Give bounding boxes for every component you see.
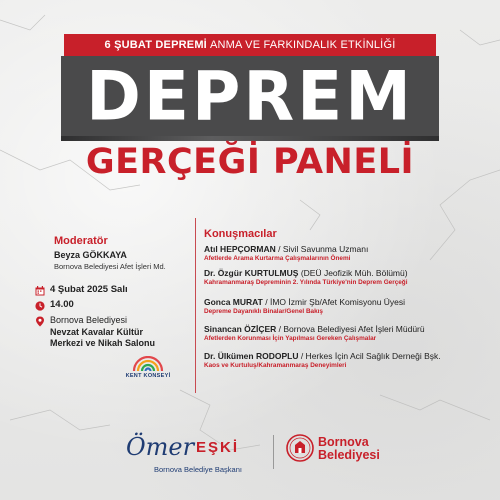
bornova-emblem-icon <box>285 431 315 467</box>
speaker-name: Atıl HEPÇORMAN <box>204 244 276 254</box>
moderator-heading: Moderatör <box>54 235 108 247</box>
event-time-row <box>34 299 74 311</box>
title-block <box>61 56 439 136</box>
speaker-item <box>204 297 484 315</box>
speaker-item <box>204 351 484 369</box>
bornova-line2: Belediyesi <box>318 448 380 462</box>
event-place-row <box>34 315 155 350</box>
event-date-row <box>34 284 128 296</box>
signature-last-name: EŞKİ <box>196 439 240 456</box>
speaker-role: / Sivil Savunma Uzmanı <box>275 244 369 254</box>
signature-first-name: Ömer <box>126 433 195 461</box>
speaker-name: Dr. Ülkümen RODOPLU <box>204 351 299 361</box>
event-date: 4 Şubat 2025 Salı <box>50 284 128 295</box>
speaker-role: / İMO İzmir Şb/Afet Komisyonu Üyesi <box>262 297 406 307</box>
banner-strong-text: 6 ŞUBAT DEPREMİ <box>104 39 207 51</box>
speaker-role: / Herkes İçin Acil Sağlık Derneği Bşk. <box>298 351 441 361</box>
subtitle: GERÇEĞİ PANELİ <box>85 142 415 182</box>
event-banner <box>64 34 436 56</box>
speaker-topic: Kaos ve Kurtuluş/Kahramanmaraş Deneyimleri <box>204 362 347 369</box>
speaker-name: Gonca MURAT <box>204 297 263 307</box>
moderator-role: Bornova Belediyesi Afet İşleri Md. <box>54 262 166 271</box>
speaker-item <box>204 324 484 342</box>
footer-divider <box>273 435 274 469</box>
speaker-name: Dr. Özgür KURTULMUŞ <box>204 268 299 278</box>
speaker-topic: Depreme Dayanıklı Binalar/Genel Bakış <box>204 308 323 315</box>
omer-eski-signature-logo <box>120 428 260 464</box>
speaker-item <box>204 268 484 286</box>
column-divider <box>195 218 196 393</box>
kent-konseyi-label: KENT KONSEYİ <box>125 373 171 379</box>
mayor-title: Bornova Belediye Başkanı <box>154 465 242 474</box>
speaker-topic: Afetlerden Korunması İçin Yapılması Gereken Çalışmalar <box>204 335 377 342</box>
speaker-topic: Kahramanmaraş Depreminin 2. Yılında Türkiye'nin Deprem Gerçeği <box>204 279 408 286</box>
location-pin-icon <box>34 316 45 327</box>
moderator-name: Beyza GÖKKAYA <box>54 250 127 260</box>
banner-text: ANMA VE FARKINDALIK ETKİNLİĞİ <box>209 39 396 51</box>
speaker-name: Sinancan ÖZİÇER <box>204 324 277 334</box>
speaker-item <box>204 244 484 262</box>
kent-konseyi-logo <box>118 356 178 382</box>
speaker-role: / Bornova Belediyesi Afet İşleri Müdürü <box>276 324 425 334</box>
bornova-line1: Bornova <box>318 435 369 449</box>
speaker-topic: Afetlerde Arama Kurtarma Çalışmalarının Önemi <box>204 255 351 262</box>
calendar-icon <box>34 285 45 296</box>
kent-konseyi-emblem-icon <box>128 356 168 372</box>
main-title: DEPREM <box>86 56 414 136</box>
event-place-line1: Bornova Belediyesi <box>50 315 128 325</box>
clock-icon <box>34 300 45 311</box>
speaker-role: (DEÜ Jeofizik Müh. Bölümü) <box>298 268 408 278</box>
event-place-line3: Merkezi ve Nikah Salonu <box>50 338 156 348</box>
event-place-line2: Nevzat Kavalar Kültür <box>50 326 144 337</box>
speakers-heading: Konuşmacılar <box>204 228 277 240</box>
bornova-municipality-name <box>318 436 380 462</box>
event-time: 14.00 <box>50 299 74 310</box>
